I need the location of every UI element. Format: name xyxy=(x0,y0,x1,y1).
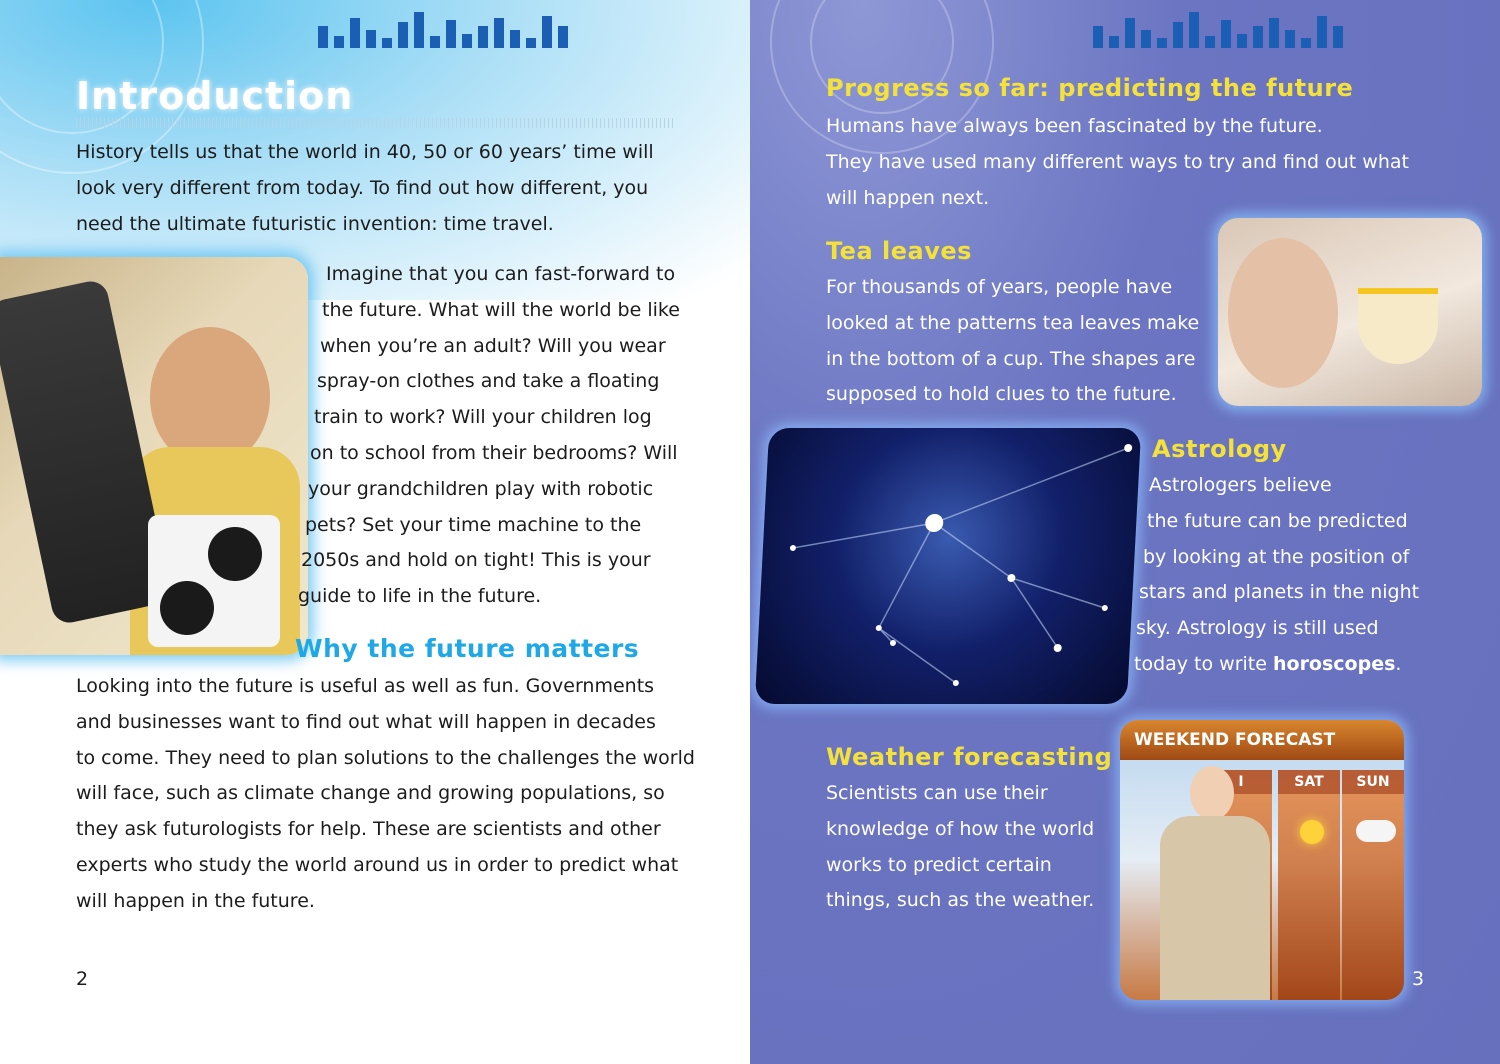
text-line: on to school from their bedrooms? Will xyxy=(310,441,678,464)
text-line: History tells us that the world in 40, 50 or 60 years’ time will xyxy=(76,141,654,163)
text-line: will happen in the future. xyxy=(76,889,315,912)
text-line: works to predict certain xyxy=(826,853,1052,876)
text-line: 2050s and hold on tight! This is your xyxy=(301,549,651,572)
text-line xyxy=(1134,647,1419,683)
text-line: knowledge of how the world xyxy=(826,817,1095,840)
text-line: pets? Set your time machine to the xyxy=(305,513,642,536)
weather-heading: Weather forecasting xyxy=(826,743,1113,771)
boy-with-robot-dog-photo xyxy=(0,257,308,655)
text-line: your grandchildren play with robotic xyxy=(308,477,654,500)
text-line: need the ultimate futuristic invention: time travel. xyxy=(76,212,554,235)
text-line: and businesses want to find out what will happen in decades xyxy=(76,710,656,733)
why-future-heading: Why the future matters xyxy=(295,634,640,663)
text-line: stars and planets in the night xyxy=(1139,581,1420,604)
text-line: sky. Astrology is still used xyxy=(1136,617,1379,640)
text-line: when you’re an adult? Will you wear xyxy=(320,334,666,357)
text-line: Looking into the future is useful as well as fun. Governments xyxy=(76,675,655,697)
boy-face-shape xyxy=(150,327,270,467)
text-line: the future can be predicted xyxy=(1147,509,1408,532)
constellation-lines xyxy=(755,428,1141,704)
progress-paragraph xyxy=(826,109,1409,216)
astrology-heading: Astrology xyxy=(1152,435,1287,463)
weekend-forecast-banner: WEEKEND FORECAST xyxy=(1120,720,1404,760)
text-line: Imagine that you can fast-forward to xyxy=(326,263,676,285)
page-title: Introduction xyxy=(76,74,354,118)
text-line: to come. They need to plan solutions to the challenges the world xyxy=(76,746,695,769)
forecast-day-label: SAT xyxy=(1278,770,1340,794)
page-number-left: 2 xyxy=(76,968,89,990)
girl-with-tea-cup-photo xyxy=(1218,218,1482,406)
presenter-jacket-shape xyxy=(1160,816,1270,1000)
text-line: They have used many different ways to try and find out what xyxy=(826,150,1409,173)
text-line: spray-on clothes and take a floating xyxy=(317,370,660,393)
why-paragraph xyxy=(76,669,695,920)
girl-face-shape xyxy=(1228,238,1338,388)
text-line: supposed to hold clues to the future. xyxy=(826,383,1177,406)
intro-paragraph xyxy=(76,135,654,242)
tea-leaves-heading: Tea leaves xyxy=(826,237,972,265)
text-line: guide to life in the future. xyxy=(298,585,542,608)
text-line: they ask futurologists for help. These are scientists and other xyxy=(76,818,661,841)
text-line: Astrologers believe xyxy=(1149,474,1332,496)
right-page xyxy=(750,0,1500,1064)
text-line: Humans have always been fascinated by the future. xyxy=(826,115,1323,137)
text-line: For thousands of years, people have xyxy=(826,276,1173,298)
equalizer-decoration xyxy=(318,12,568,48)
text-line: look very different from today. To find out how different, you xyxy=(76,176,649,199)
text-line: train to work? Will your children log xyxy=(314,406,652,429)
page-number-right: 3 xyxy=(1412,968,1425,990)
tea-cup-shape xyxy=(1358,288,1438,364)
dice-shape xyxy=(148,515,280,647)
progress-heading: Progress so far: predicting the future xyxy=(826,74,1354,102)
text-line: looked at the patterns tea leaves make xyxy=(826,311,1200,334)
weather-paragraph xyxy=(826,776,1094,919)
sun-icon xyxy=(1300,820,1324,844)
tea-leaves-paragraph xyxy=(826,270,1199,413)
weather-presenter-photo xyxy=(1120,720,1404,1000)
text-line: things, such as the weather. xyxy=(826,889,1095,912)
glossary-term-horoscopes: horoscopes xyxy=(1272,652,1396,675)
text-line: in the bottom of a cup. The shapes are xyxy=(826,347,1196,370)
text-line: by looking at the position of xyxy=(1143,545,1410,568)
text-fragment: today to write xyxy=(1134,652,1273,675)
presenter-face-shape xyxy=(1190,766,1234,820)
imagine-paragraph xyxy=(296,257,680,615)
forecast-day-label: I xyxy=(1210,770,1272,794)
astrology-paragraph xyxy=(1134,468,1419,683)
cloud-icon xyxy=(1356,820,1396,842)
text-line: Scientists can use their xyxy=(826,782,1048,804)
forecast-day-label: SUN xyxy=(1342,770,1404,794)
equalizer-decoration xyxy=(1093,12,1343,48)
text-line: experts who study the world around us in order to predict what xyxy=(76,853,679,876)
text-line: will happen next. xyxy=(826,186,990,209)
text-line: the future. What will the world be like xyxy=(322,298,680,321)
text-fragment: . xyxy=(1395,652,1402,675)
star-constellation-photo xyxy=(755,428,1141,704)
text-line: will face, such as climate change and growing populations, so xyxy=(76,782,665,805)
title-underline xyxy=(76,118,674,128)
